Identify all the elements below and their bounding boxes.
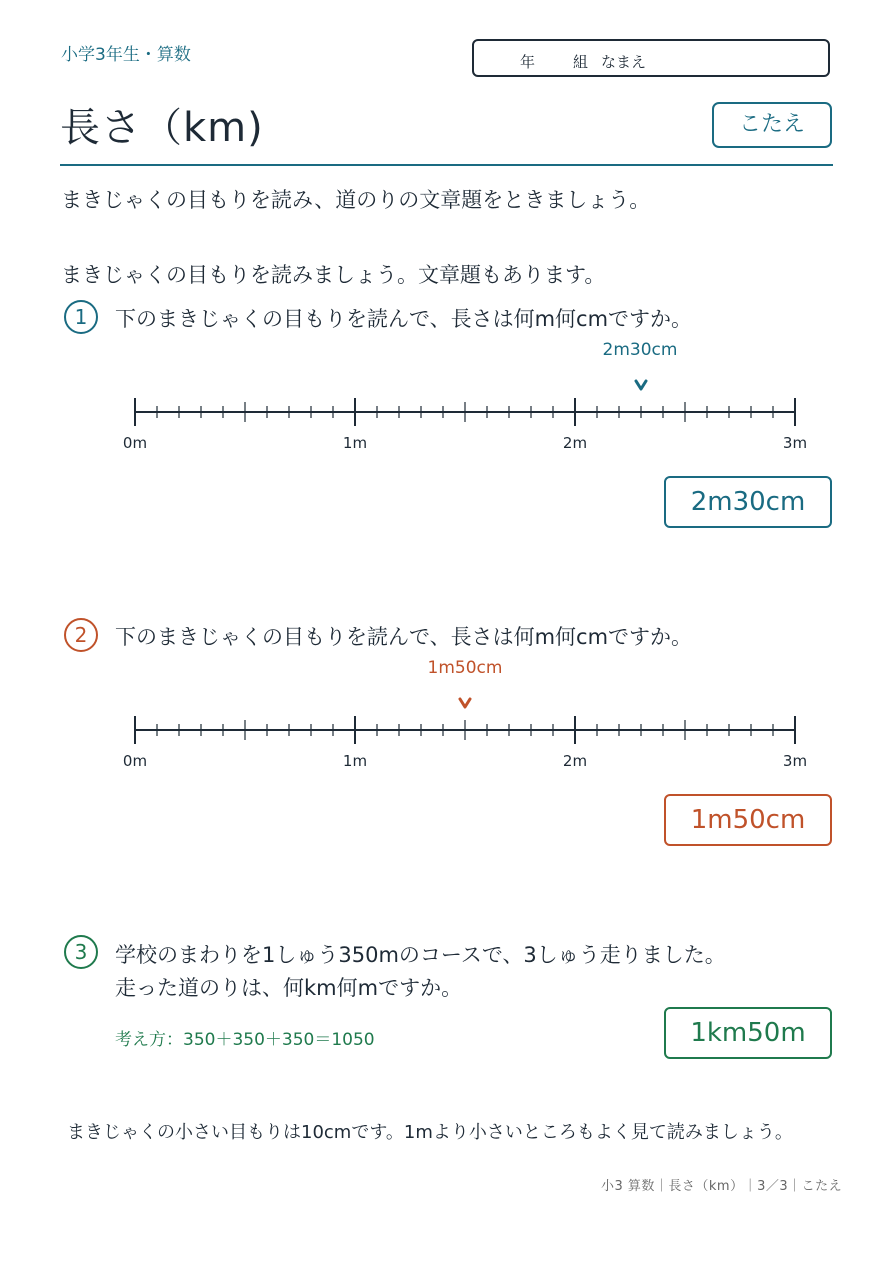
ruler-label: 2m (562, 434, 588, 452)
ruler-label: 0m (122, 434, 148, 452)
question-1-text: 下のまきじゃくの目もりを読んで、長さは何m何cmですか。 (115, 307, 693, 331)
page-footer: 小3 算数｜長さ（km）｜3／3｜こたえ (601, 1179, 843, 1194)
ruler-label: 1m (342, 752, 368, 770)
question-3-hint: 考え方：350＋350＋350＝1050 (115, 1030, 375, 1050)
footnote: まきじゃくの小さい目もりは10cmです。1mより小さいところもよく見て読みましょう。 (67, 1122, 793, 1143)
section-intro: まきじゃくの目もりを読みましょう。文章題もあります。 (61, 263, 606, 287)
question-1-mark-label: 2m30cm (602, 340, 678, 360)
question-3-answer-box: 1km50m (664, 1007, 832, 1059)
question-2-tape-measure (120, 690, 820, 780)
intro-text: まきじゃくの目もりを読み、道のりの文章題をときましょう。 (61, 188, 651, 212)
ruler-label: 3m (782, 752, 808, 770)
question-3-number: 3 (64, 935, 98, 969)
ruler-label: 3m (782, 434, 808, 452)
grade-subject: 小学3年生・算数 (61, 45, 191, 65)
class-label: 組 (573, 53, 589, 71)
question-2-text: 下のまきじゃくの目もりを読んで、長さは何m何cmですか。 (115, 625, 693, 649)
question-2-mark-label: 1m50cm (427, 658, 503, 678)
question-3-text-line2: 走った道のりは、何km何mですか。 (115, 976, 463, 1000)
question-1-answer-box: 2m30cm (664, 476, 832, 528)
question-1-number: 1 (64, 300, 98, 334)
name-field-box[interactable] (472, 39, 830, 77)
question-1-tape-measure (120, 372, 820, 462)
year-label: 年 (520, 53, 536, 71)
answer-key-badge: こたえ (712, 102, 832, 148)
page-title: 長さ（km) (60, 105, 264, 151)
marker-chevron-icon (636, 381, 646, 389)
question-2-number: 2 (64, 618, 98, 652)
title-divider (60, 164, 833, 166)
question-3-text-line1: 学校のまわりを1しゅう350mのコースで、3しゅう走りました。 (115, 943, 726, 967)
ruler-label: 0m (122, 752, 148, 770)
name-label: なまえ (601, 53, 647, 71)
ruler-label: 1m (342, 434, 368, 452)
ruler-label: 2m (562, 752, 588, 770)
question-2-answer-box: 1m50cm (664, 794, 832, 846)
marker-chevron-icon (460, 699, 470, 707)
